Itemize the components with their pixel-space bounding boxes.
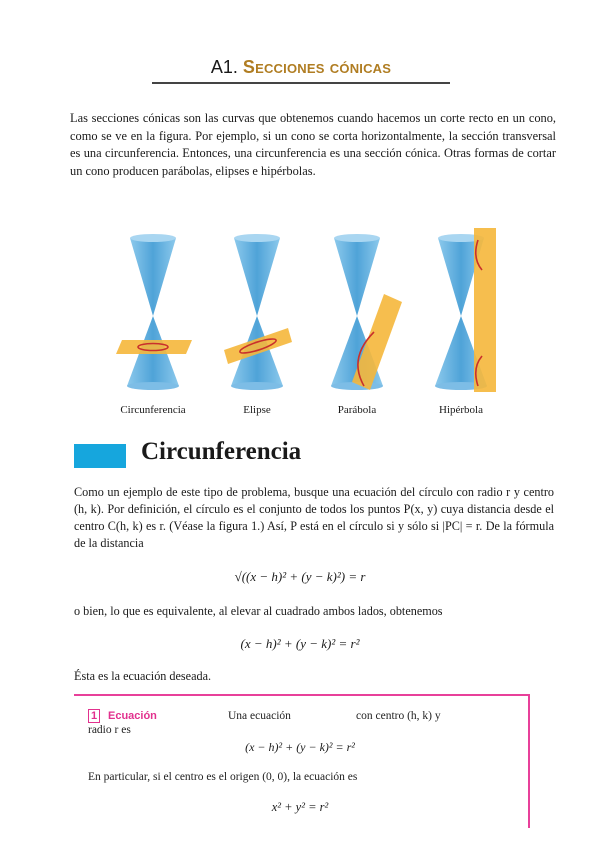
section-accent-bar (74, 444, 126, 468)
circle-equation: (x − h)² + (y − k)² = r² (240, 636, 360, 651)
distance-formula: √((x − h)² + (y − k)²) = r (234, 569, 366, 584)
appendix-number: A1. (210, 57, 238, 77)
cone-hyperbola (435, 228, 496, 392)
intro-paragraph: Las secciones cónicas son las curvas que obtenemos cuando hacemos un corte recto en un cono, como se ve en la figura. Por ejemplo, si un cono se corta horizontalmente, la sección transversal es una circunferencia. Entonces, una circunferencia es una sección cónica. Otras formas de cortar un cono producen parábolas, elipses e hipérbolas. (70, 111, 556, 178)
box-label: Ecuación (108, 710, 157, 722)
cone-parabola (331, 234, 402, 390)
caption-hiperbola: Hipérbola (439, 404, 483, 416)
paragraph-conclusion: Ésta es la ecuación deseada. (74, 669, 212, 683)
box-text-d: En particular, si el centro es el origen (0, 0), la ecuación es (88, 771, 358, 783)
paragraph-definition: Como un ejemplo de este tipo de problema, busque una ecuación del círculo con radio r y centro (h, k). Por definición, el círculo es el conjunto de todos los puntos P(x, y) cuya distancia desde el centro C(h, k) es r. (Véase la figura 1.) Así, P está en el círculo si y sólo si |PC| = r. De la fórmula de la distancia (74, 485, 554, 550)
cones-illustration (112, 228, 517, 403)
caption-parabola: Parábola (337, 404, 377, 416)
conic-sections-figure (112, 228, 517, 423)
box-text-a: Una ecuación (228, 710, 291, 722)
paragraph-squaring: o bien, lo que es equivalente, al elevar al cuadrado ambos lados, obtenemos (74, 604, 443, 618)
box-number: 1 (88, 709, 100, 723)
section-title: Circunferencia (141, 438, 302, 465)
caption-elipse: Elipse (243, 404, 271, 416)
cone-circle (116, 234, 192, 390)
box-text-c: radio r es (88, 724, 131, 736)
box-text-b: con centro (h, k) y (356, 710, 441, 722)
box-formula-general: (x − h)² + (y − k)² = r² (245, 740, 355, 754)
page-title (152, 54, 450, 84)
box-formula-origin: x² + y² = r² (271, 800, 329, 814)
caption-circunferencia: Circunferencia (120, 404, 186, 416)
cone-ellipse (224, 234, 292, 390)
appendix-title: Secciones cónicas (242, 57, 392, 77)
